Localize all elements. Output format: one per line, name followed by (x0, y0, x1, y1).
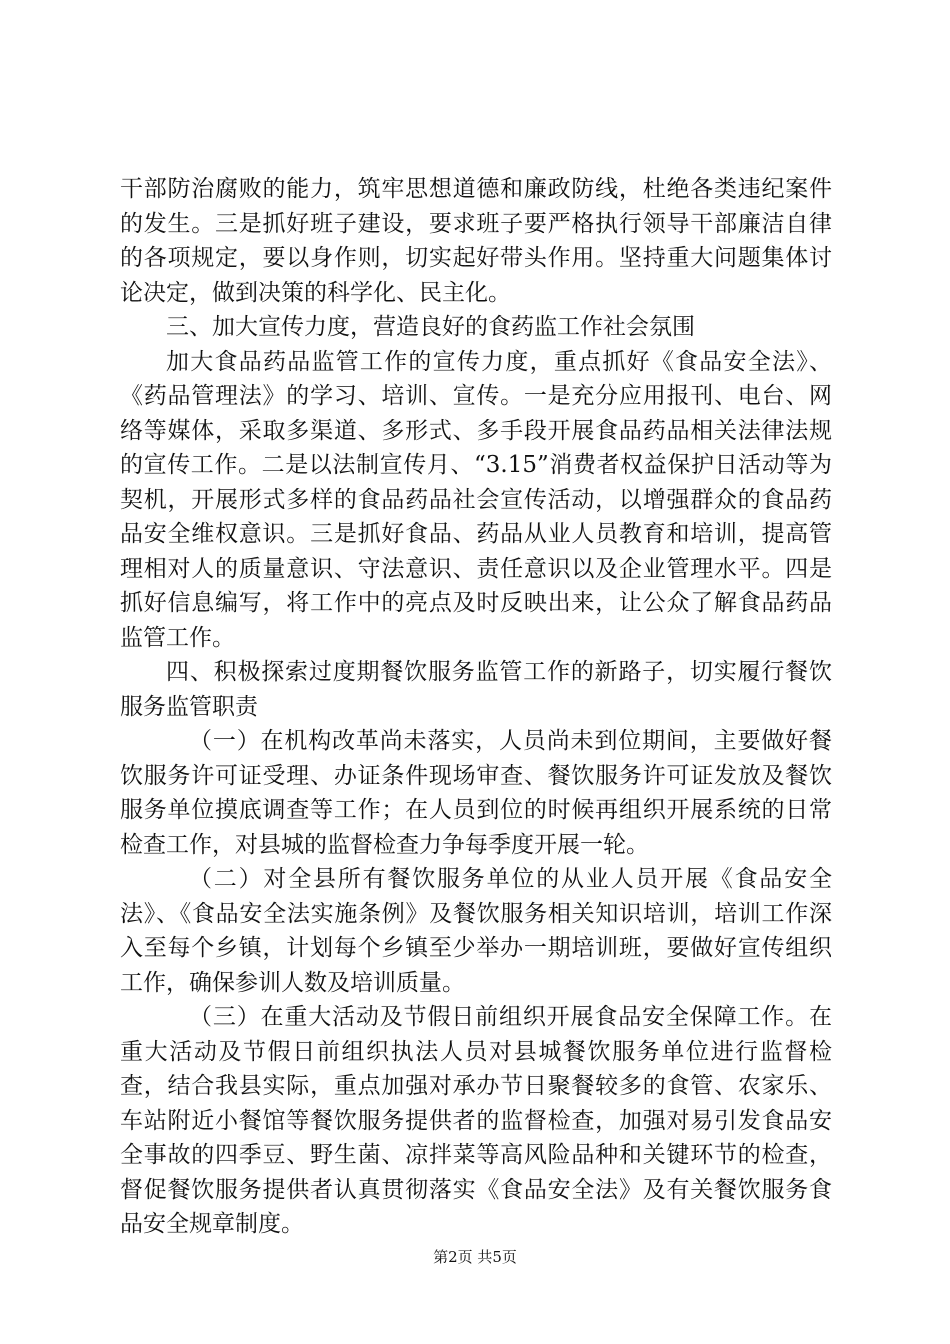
page-number-footer: 第2页 共5页 (433, 1248, 517, 1266)
document-body (120, 172, 832, 1242)
paragraph-item-3: （三）在重大活动及节假日前组织开展食品安全保障工作。在重大活动及节假日前组织执法人员对县城餐饮服务单位进行监督检查，结合我县实际，重点加强对承办节日聚餐较多的食管、农家乐、车站附近小餐馆等餐饮服务提供者的监督检查，加强对易引发食品安全事故的四季豆、野生菌、凉拌菜等高风险品种和关键环节的检查，督促餐饮服务提供者认真贯彻落实《食品安全法》及有关餐饮服务食品安全规章制度。 (120, 1004, 832, 1237)
paragraph-item-2: （二）对全县所有餐饮服务单位的从业人员开展《食品安全法》、《食品安全法实施条例》及餐饮服务相关知识培训，培训工作深入至每个乡镇，计划每个乡镇至少举办一期培训班，要做好宣传组织工作，确保参训人数及培训质量。 (120, 866, 832, 996)
paragraph-publicity: 加大食品药品监管工作的宣传力度，重点抓好《食品安全法》、《药品管理法》的学习、培训、宣传。一是充分应用报刊、电台、网络等媒体，采取多渠道、多形式、多手段开展食品药品相关法律法规的宣传工作。二是以法制宣传月、“3.15”消费者权益保护日活动等为契机，开展形式多样的食品药品社会宣传活动，以增强群众的食品药品安全维权意识。三是抓好食品、药品从业人员教育和培训，提高管理相对人的质量意识、守法意识、责任意识以及企业管理水平。四是抓好信息编写，将工作中的亮点及时反映出来，让公众了解食品药品监管工作。 (120, 348, 832, 651)
section-heading-4: 四、积极探索过度期餐饮服务监管工作的新路子，切实履行餐饮服务监管职责 (120, 659, 832, 720)
paragraph-item-1: （一）在机构改革尚未落实，人员尚未到位期间，主要做好餐饮服务许可证受理、办证条件现场审查、餐饮服务许可证发放及餐饮服务单位摸底调查等工作；在人员到位的时候再组织开展系统的日常检查工作，对县城的监督检查力争每季度开展一轮。 (120, 728, 832, 858)
paragraph-continuation: 干部防治腐败的能力，筑牢思想道德和廉政防线，杜绝各类违纪案件的发生。三是抓好班子建设，要求班子要严格执行领导干部廉洁自律的各项规定，要以身作则，切实起好带头作用。坚持重大问题集体讨论决定，做到决策的科学化、民主化。 (120, 176, 832, 306)
section-heading-3: 三、加大宣传力度，营造良好的食药监工作社会氛围 (166, 314, 695, 340)
